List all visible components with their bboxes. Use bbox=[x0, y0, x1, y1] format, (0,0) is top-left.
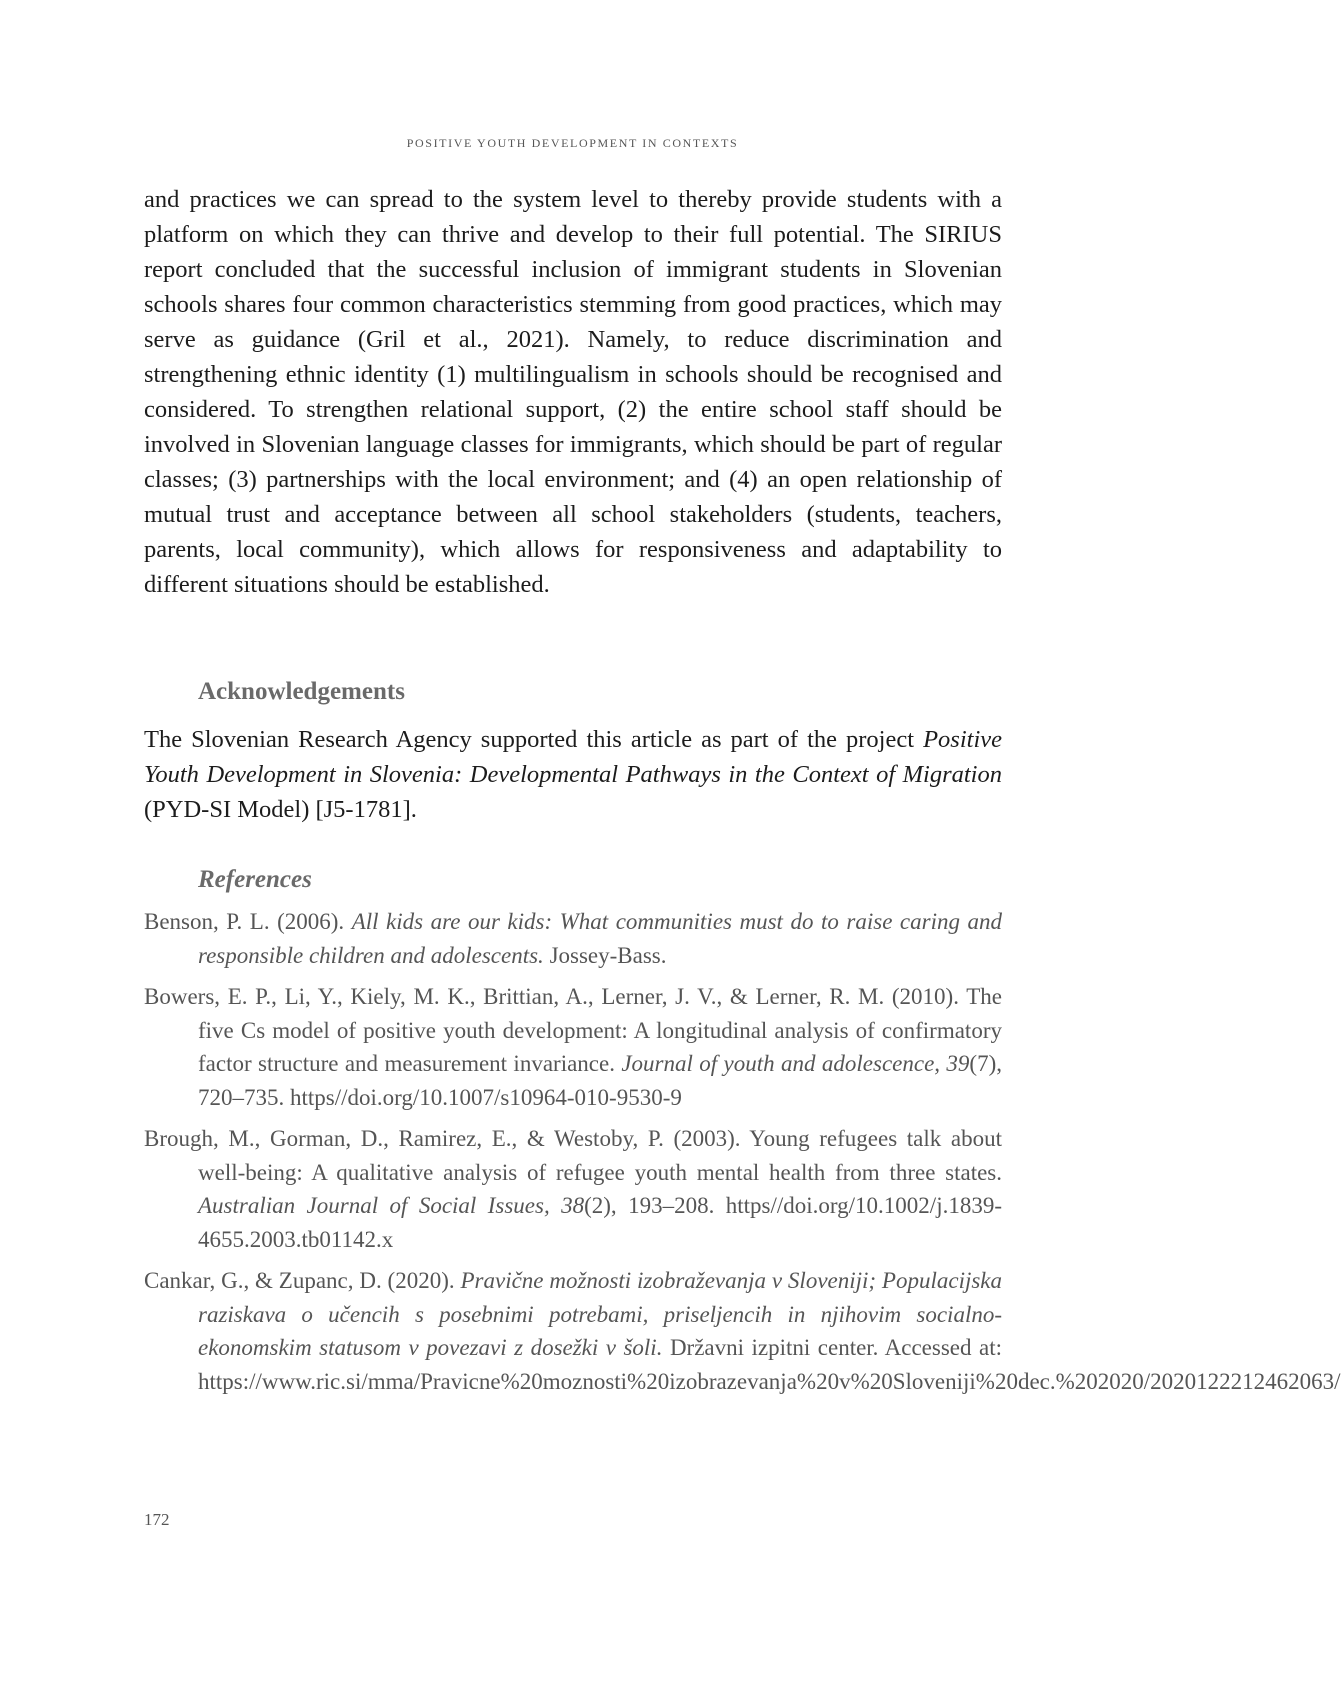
reference-tail: (2), 193–208. https//doi.org/10.1002/j.1839-4655.2003.tb01142.x bbox=[198, 1193, 1002, 1252]
page-number: 172 bbox=[144, 1510, 170, 1529]
reference-lead: Cankar, G., & Zupanc, D. (2020). bbox=[144, 1268, 461, 1293]
reference-title: Journal of youth and adolescence, 39 bbox=[621, 1051, 970, 1076]
main-paragraph: and practices we can spread to the system level to thereby provide students with a platform on which they can thrive and develop to their full potential. The SIRIUS report concluded that the successful inclusion of immigrant students in Slovenian schools shares four common characteristics stemming from good practices, which may serve as guidance (Gril et al., 2021). Namely, to reduce discrimination and strengthening ethnic identity (1) multilingualism in schools should be recognised and considered. To strengthen relational support, (2) the entire school staff should be involved in Slovenian language classes for immigrants, which should be part of regular classes; (3) partnerships with the local environment; and (4) an open relationship of mutual trust and acceptance between all school stakeholders (students, teachers, parents, local community), which allows for responsiveness and adaptability to different situations should be established. bbox=[144, 186, 1002, 598]
reference-title: Australian Journal of Social Issues, 38 bbox=[198, 1193, 585, 1218]
reference-title: All kids are our kids: What communities must do to raise caring and responsible children and adolescents. bbox=[198, 909, 1002, 968]
reference-tail: Državni izpitni center. Accessed at: https://www.ric.si/mma/Pravicne%20moznosti%20izobrazevanja%20v%20Sloveniji%20dec.%202020/2020122212462063/ bbox=[198, 1335, 1341, 1394]
reference-tail: Jossey-Bass. bbox=[543, 942, 667, 968]
acknowledgements-paragraph bbox=[144, 722, 1002, 827]
reference-item bbox=[144, 1122, 1002, 1256]
reference-item bbox=[144, 905, 1002, 972]
running-head: POSITIVE YOUTH DEVELOPMENT IN CONTEXTS bbox=[406, 136, 739, 150]
reference-item bbox=[144, 1264, 1341, 1398]
reference-tail: (7), 720–735. https//doi.org/10.1007/s10964-010-9530-9 bbox=[198, 1051, 1002, 1110]
reference-lead: Benson, P. L. (2006). bbox=[144, 909, 352, 934]
acknowledgements-text-after: (PYD-SI Model) [J5-1781]. bbox=[144, 796, 417, 823]
reference-title: Pravične možnosti izobraževanja v Sloveniji; Populacijska raziskava o učencih s posebnimi potrebami, priseljencih in njihovim socialno-ekonomskim statusom v povezavi z dosežki v šoli. bbox=[198, 1268, 1003, 1360]
reference-item bbox=[144, 980, 1002, 1114]
project-title: Positive Youth Development in Slovenia: Developmental Pathways in the Context of Migration bbox=[144, 726, 1002, 788]
reference-lead: Brough, M., Gorman, D., Ramirez, E., & Westoby, P. (2003). Young refugees talk about well-being: A qualitative analysis of refugee youth mental health from three states. bbox=[144, 1126, 1002, 1185]
references-heading: References bbox=[198, 866, 312, 893]
acknowledgements-heading: Acknowledgements bbox=[198, 678, 405, 705]
references-list bbox=[144, 905, 1341, 1406]
acknowledgements-text-before: The Slovenian Research Agency supported this article as part of the project bbox=[144, 726, 924, 753]
reference-lead: Bowers, E. P., Li, Y., Kiely, M. K., Brittian, A., Lerner, J. V., & Lerner, R. M. (2010). The five Cs model of positive youth development: A longitudinal analysis of confirmatory factor structure and measurement invariance. bbox=[144, 984, 1002, 1076]
